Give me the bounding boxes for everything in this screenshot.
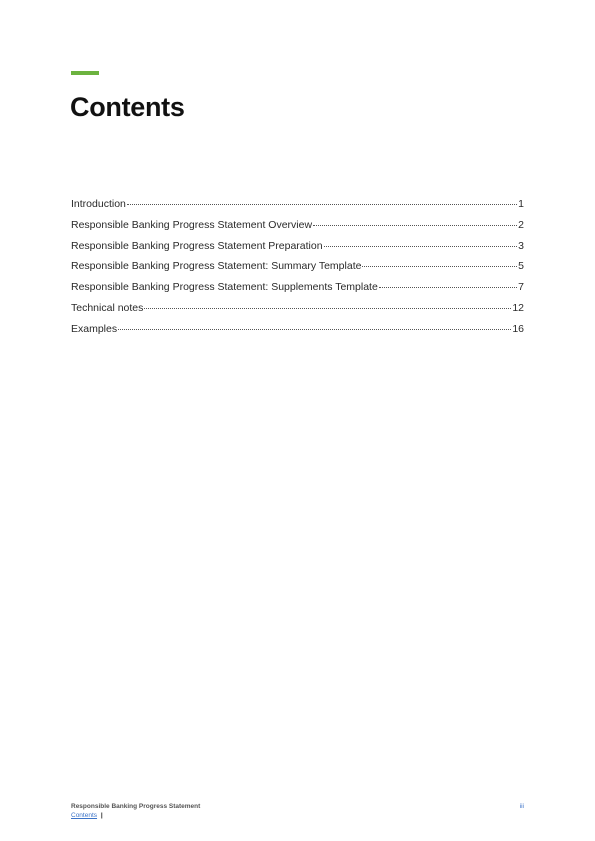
table-of-contents [71, 198, 524, 344]
toc-dot-leader [144, 308, 511, 309]
footer-nav [71, 812, 103, 819]
toc-entry-page: 12 [512, 301, 524, 314]
toc-entry-page: 1 [518, 198, 524, 210]
toc-entry-label: Responsible Banking Progress Statement: Supplements Template [71, 281, 378, 294]
toc-entry-label: Examples [71, 322, 118, 335]
toc-entry-page: 16 [512, 322, 524, 335]
toc-entry-examples[interactable] [71, 323, 524, 344]
footer-separator: | [100, 812, 103, 819]
toc-dot-leader [324, 246, 518, 247]
toc-entry-summary-template[interactable] [71, 260, 524, 281]
footer-contents-link[interactable]: Contents [71, 812, 98, 819]
toc-entry-technical-notes[interactable] [71, 302, 524, 323]
toc-dot-leader [118, 329, 511, 330]
toc-entry-supplements-template[interactable] [71, 281, 524, 302]
toc-entry-label: Responsible Banking Progress Statement: Summary Template [71, 260, 362, 273]
toc-dot-leader [362, 266, 517, 267]
toc-dot-leader [127, 204, 517, 205]
toc-entry-label: Responsible Banking Progress Statement Preparation [71, 239, 323, 252]
page-title: Contents [70, 92, 185, 122]
toc-entry-preparation[interactable] [71, 240, 524, 261]
toc-entry-page: 2 [518, 218, 524, 231]
toc-entry-page: 3 [518, 239, 524, 252]
toc-entry-introduction[interactable] [71, 198, 524, 219]
toc-entry-page: 5 [518, 260, 524, 273]
toc-entry-page: 7 [518, 281, 524, 294]
toc-entry-label: Responsible Banking Progress Statement Overview [71, 218, 313, 231]
footer-page-number: iii [519, 803, 524, 810]
toc-entry-label: Introduction [71, 198, 126, 210]
toc-dot-leader [313, 225, 517, 226]
toc-entry-label: Technical notes [71, 301, 144, 314]
footer-document-title: Responsible Banking Progress Statement [71, 803, 201, 810]
toc-dot-leader [379, 287, 517, 288]
accent-bar [71, 71, 99, 75]
toc-entry-overview[interactable] [71, 219, 524, 240]
